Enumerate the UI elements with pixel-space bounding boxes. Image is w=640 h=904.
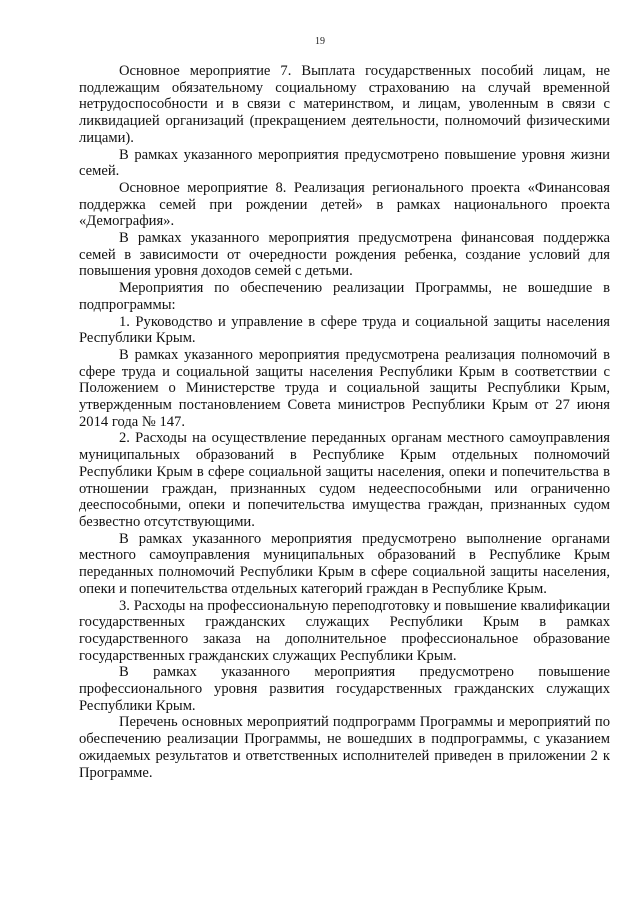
paragraph-measure-8-goal: В рамках указанного мероприятия предусмотрена финансовая поддержка семей в зависимости от очередности рождения ребенка, создание условий для повышения уровня доходов семей с детьми. [79, 230, 610, 280]
paragraph-item-1-description: В рамках указанного мероприятия предусмотрена реализация полномочий в сфере труда и социальной защиты населения Республики Крым в соответствии с Положением о Министерстве труда и социальной защиты Республики Крым, утвержденным постановлением Совета министров Республики Крым от 27 июня 2014 года № 147. [79, 346, 610, 430]
paragraph-measure-7-goal: В рамках указанного мероприятия предусмотрено повышение уровня жизни семей. [79, 146, 610, 180]
page-number: 19 [315, 36, 325, 47]
document-body [79, 63, 610, 781]
paragraph-measure-8: Основное мероприятие 8. Реализация регионального проекта «Финансовая поддержка семей при рождении детей» в рамках национального проекта «Демография». [79, 179, 610, 230]
paragraph-list-reference: Перечень основных мероприятий подпрограмм Программы и мероприятий по обеспечению реализации Программы, не вошедших в подпрограммы, с указанием ожидаемых результатов и ответственных исполнителей приведен в приложении 2 к Программе. [79, 714, 610, 781]
paragraph-item-2: 2. Расходы на осуществление переданных органам местного самоуправления муниципальных образований в Республике Крым отдельных полномочий Республики Крым в сфере социальной защиты населения, опеки и попечительства в отношении граждан, признанных судом недееспособными или ограниченно дееспособными, опеки и попечительства имущества граждан, признанных судом безвестно отсутствующими. [79, 430, 610, 530]
paragraph-measure-7: Основное мероприятие 7. Выплата государственных пособий лицам, не подлежащим обязательному социальному страхованию на случай временной нетрудоспособности и в связи с материнством, и лицам, уволенным в связи с ликвидацией организаций (прекращением деятельности, полномочий физическими лицами). [79, 63, 610, 146]
paragraph-item-3: 3. Расходы на профессиональную переподготовку и повышение квалификации государственных гражданских служащих Республики Крым в рамках государственного заказа на дополнительное профессиональное образование государственных гражданских служащих Республики Крым. [79, 597, 610, 664]
paragraph-item-2-description: В рамках указанного мероприятия предусмотрено выполнение органами местного самоуправления муниципальных образований в Республике Крым переданных полномочий Республики Крым в сфере социальной защиты населения, опеки и попечительства отдельных категорий граждан в Республике Крым. [79, 530, 610, 597]
paragraph-program-support-intro: Мероприятия по обеспечению реализации Программы, не вошедшие в подпрограммы: [79, 280, 610, 313]
paragraph-item-1: 1. Руководство и управление в сфере труда и социальной защиты населения Республики Крым. [79, 313, 610, 347]
paragraph-item-3-description: В рамках указанного мероприятия предусмотрено повышение профессионального уровня развития государственных гражданских служащих Республики Крым. [79, 664, 610, 714]
